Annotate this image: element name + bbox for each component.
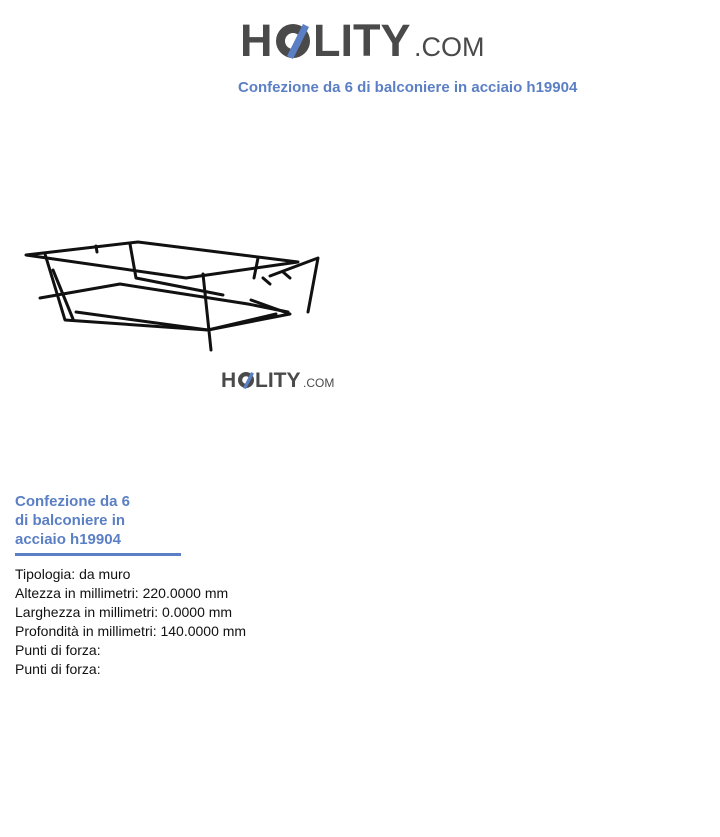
spec-strengths: Punti di forza:: [15, 661, 101, 677]
product-heading: [15, 492, 155, 549]
logo-o-leaf-icon: [276, 24, 310, 59]
watermark-o-leaf-icon: [238, 372, 254, 389]
logo-letter-h: H: [240, 15, 273, 66]
watermark-domain: .COM: [303, 376, 335, 390]
page-title: Confezione da 6 di balconiere in acciaio h19904: [238, 79, 578, 96]
watermark-letter-h: H: [221, 369, 237, 392]
logo-word-lity: LITY: [313, 15, 411, 66]
product-heading-line: acciaio h19904: [15, 531, 121, 548]
product-specifications: [15, 565, 246, 679]
product-heading-line: di balconiere in: [15, 512, 126, 529]
spec-depth: Profondità in millimetri: 140.0000 mm: [15, 623, 247, 639]
product-heading-line: Confezione da 6: [15, 493, 131, 510]
holity-logo[interactable]: [240, 14, 490, 70]
spec-strengths: Punti di forza:: [15, 642, 101, 658]
logo-domain: .COM: [414, 32, 485, 62]
holity-watermark-logo: [221, 367, 341, 393]
wire-balcony-planter-rack-icon: [26, 242, 318, 350]
spec-width: Larghezza in millimetri: 0.0000 mm: [15, 604, 233, 620]
product-image: [18, 232, 328, 362]
spec-type: Tipologia: da muro: [15, 566, 131, 582]
spec-height: Altezza in millimetri: 220.0000 mm: [15, 585, 229, 601]
heading-underline: [15, 553, 181, 556]
watermark-word-lity: LITY: [255, 369, 301, 392]
